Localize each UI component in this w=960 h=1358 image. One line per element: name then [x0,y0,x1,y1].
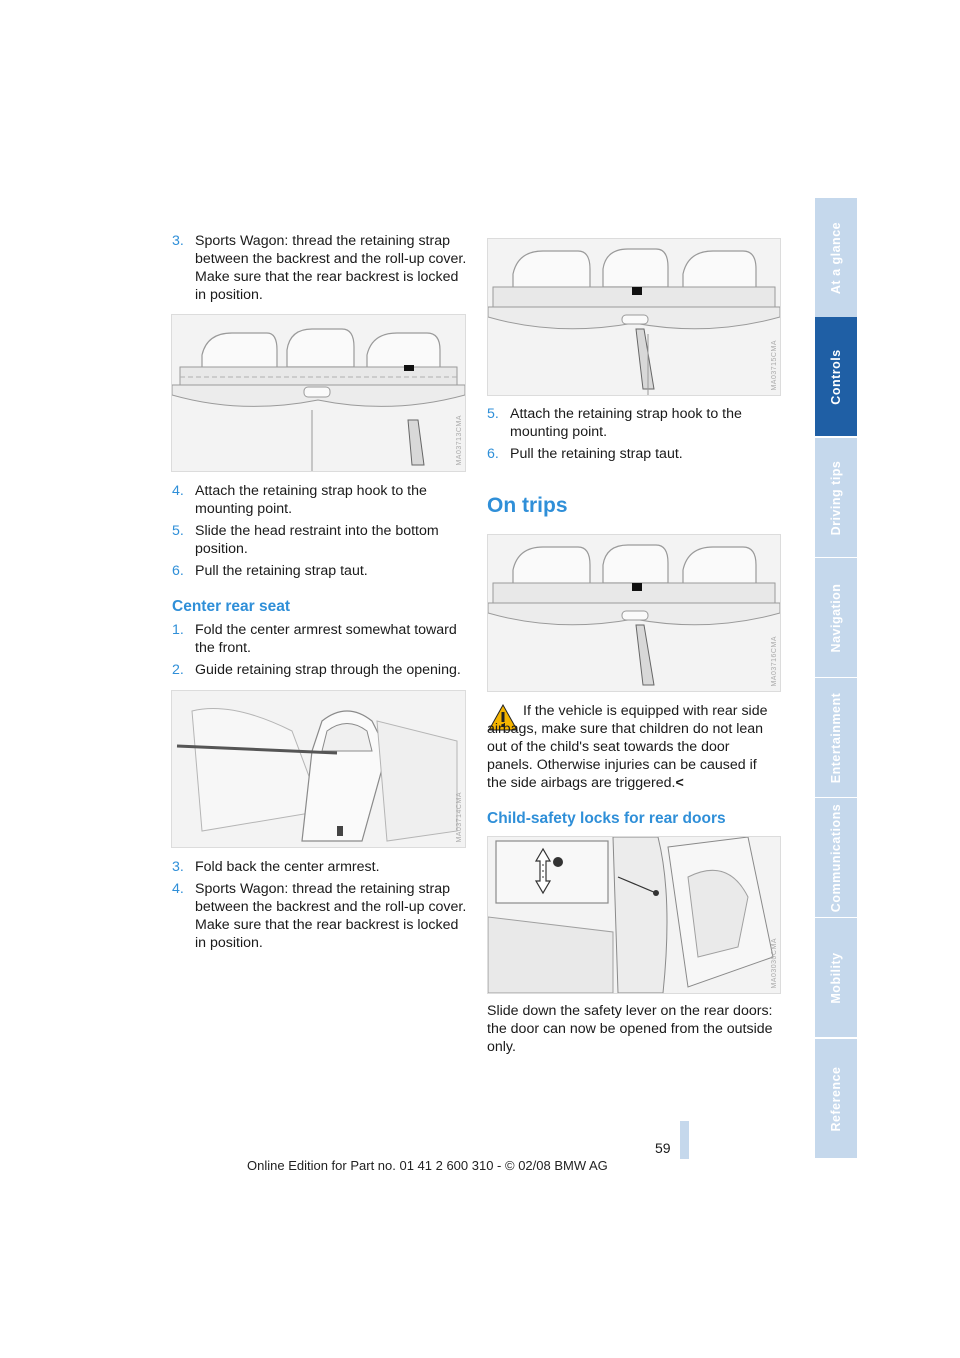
step-number: 6. [487,446,499,462]
tab-at-a-glance[interactable] [815,198,857,318]
heading-child-safety-locks: Child-safety locks for rear doors [487,810,726,827]
warning-text: If the vehicle is equipped with rear side airbags, make sure that children do not lean out of the child's seat towards the door panels. Otherwise injuries can be caused if the side airbags are triggered. [487,703,768,791]
step-text: Slide the head restraint into the bottom position. [195,523,439,557]
figure-code: MA03030CMA [771,938,778,989]
step-text: Sports Wagon: thread the retaining strap between the backrest and the roll-up cover. Make sure that the rear backrest is locked in position. [195,233,467,303]
tab-mobility[interactable] [815,918,857,1038]
child-safety-paragraph: Slide down the safety lever on the rear doors: the door can now be opened from the outside only. [487,1003,773,1055]
figure-rear-seat-strap [171,314,466,472]
tab-label: At a glance [829,221,843,294]
tab-label: Navigation [829,583,843,652]
tab-label: Mobility [829,951,843,1004]
step-number: 4. [172,881,184,897]
tab-label: Entertainment [829,692,843,783]
footer-text: Online Edition for Part no. 01 41 2 600 310 - © 02/08 BMW AG [247,1158,608,1173]
step-number: 3. [172,859,184,875]
figure-code: MA03713CMA [456,415,463,466]
step-text: Sports Wagon: thread the retaining strap between the backrest and the roll-up cover. Make sure that the rear backrest is locked in position. [195,881,467,951]
tab-navigation[interactable] [815,558,857,678]
step-text: Attach the retaining strap hook to the mounting point. [195,483,427,517]
figure-code: MA03716CMA [771,636,778,687]
footer-bar [680,1121,689,1159]
step-number: 5. [487,406,499,422]
step-text: Fold the center armrest somewhat toward the front. [195,622,457,656]
section-heading-center-rear-seat: Center rear seat [172,598,291,615]
tab-controls[interactable] [815,317,857,437]
figure-child-safety-lock [487,836,781,994]
warning-paragraph [487,702,777,792]
step-text: Attach the retaining strap hook to the mounting point. [510,406,742,440]
step-number: 1. [172,622,184,638]
step-text: Pull the retaining strap taut. [510,446,683,462]
tab-communications[interactable] [815,798,857,918]
step-number: 2. [172,662,184,678]
tab-label: Reference [829,1066,843,1131]
step-number: 5. [172,523,184,539]
figure-center-armrest [171,690,466,848]
step-number: 4. [172,483,184,499]
tab-label: Communications [829,803,843,912]
step-text: Fold back the center armrest. [195,859,380,875]
figure-strap-hook [487,238,781,396]
tab-reference[interactable] [815,1039,857,1159]
step-text: Pull the retaining strap taut. [195,563,368,579]
figure-on-trips [487,534,781,692]
chapter-tabs [815,198,857,1160]
page-number: 59 [655,1140,671,1156]
figure-code: MA03714CMA [456,792,463,843]
tab-label: Driving tips [829,460,843,535]
step-number: 6. [172,563,184,579]
tab-driving-tips[interactable] [815,438,857,558]
step-number: 3. [172,233,184,249]
tab-entertainment[interactable] [815,678,857,798]
tab-label: Controls [829,348,843,405]
figure-code: MA03715CMA [771,340,778,391]
step-text: Guide retaining strap through the opening. [195,662,461,678]
end-marker: < [675,775,684,791]
heading-on-trips: On trips [487,494,568,517]
